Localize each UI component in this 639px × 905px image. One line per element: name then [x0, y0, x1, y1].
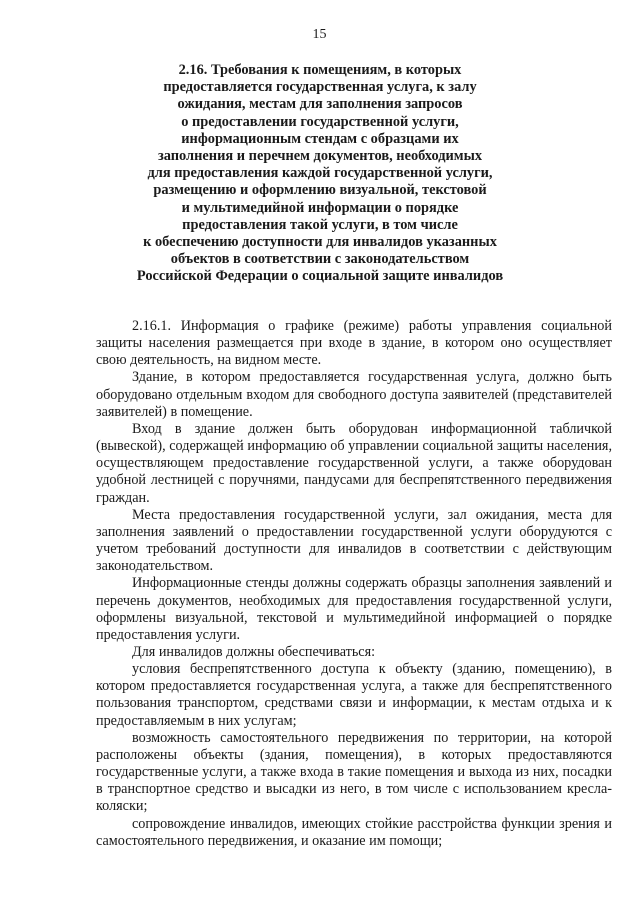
- heading-line: о предоставлении государственной услуги,: [181, 113, 459, 130]
- heading-line: 2.16. Требования к помещениям, в которых: [178, 62, 462, 78]
- heading-line: предоставляется государственная услуга, к залу: [163, 79, 477, 96]
- heading-line: ожидания, местам для заполнения запросов: [177, 96, 463, 113]
- heading-line: Российской Федерации о социальной защите инвалидов: [136, 268, 504, 285]
- paragraph-info-stands: Информационные стенды должны содержать образцы заполнения заявлений и перечень документов, необходимых для предоставления государственной услуги, оформлены визуальной, текстовой и мультимедийной информацией о порядке предоставления услуги.: [96, 575, 612, 643]
- section-heading: [100, 62, 540, 286]
- heading-line: заполнения и перечнем документов, необходимых: [157, 148, 483, 165]
- body-text: [96, 318, 612, 850]
- page-number: 15: [312, 27, 327, 42]
- list-item: условия беспрепятственного доступа к объекту (зданию, помещению), в котором предоставляется государственная услуга, а также для беспрепятственного пользования транспортом, средствами связи и информации, к местам отдыха и к предоставляемым в них услугам;: [96, 661, 612, 729]
- heading-line: предоставления такой услуги, в том числе: [182, 216, 458, 233]
- list-item: сопровождение инвалидов, имеющих стойкие расстройства функции зрения и самостоятельного передвижения, и оказание им помощи;: [96, 815, 612, 849]
- heading-line: размещению и оформлению визуальной, текстовой: [153, 182, 487, 199]
- heading-line: объектов в соответствии с законодательством: [170, 251, 470, 268]
- list-item: возможность самостоятельного передвижения по территории, на которой расположены объекты (здания, помещения), в которых предоставляются государственные услуги, а также входа в такие помещения и выхода из них, посадки в транспортное средство и высадки из него, в том числе с использованием кресла-коляски;: [96, 729, 612, 815]
- heading-line: и мультимедийной информации о порядке: [181, 199, 459, 216]
- heading-line: информационным стендам с образцами их: [181, 130, 459, 147]
- paragraph-entrance-sign: Вход в здание должен быть оборудован информационной табличкой (вывеской), содержащей информацию об управлении социальной защиты населения, осуществляющем предоставление государственной услуги, а также оборудован удобной лестницей с поручнями, пандусами для беспрепятственного передвижения граждан.: [96, 420, 612, 506]
- paragraph-building-entrance: Здание, в котором предоставляется государственная услуга, должно быть оборудовано отдельным входом для свободного доступа заявителей (представителей заявителей) в помещение.: [96, 369, 612, 420]
- paragraph-info-schedule: 2.16.1. Информация о графике (режиме) работы управления социальной защиты населения размещается при входе в здание, в котором оно осуществляет свою деятельность, на видном месте.: [96, 318, 612, 369]
- heading-line: к обеспечению доступности для инвалидов указанных: [143, 234, 497, 251]
- paragraph-service-places: Места предоставления государственной услуги, зал ожидания, места для заполнения заявлений о предоставлении государственной услуги оборудуются с учетом требований доступности для инвалидов в соответствии с действующим законодательством.: [96, 506, 612, 575]
- heading-line: для предоставления каждой государственной услуги,: [147, 165, 493, 182]
- paragraph-disabled-intro: Для инвалидов должны обеспечиваться:: [132, 643, 376, 660]
